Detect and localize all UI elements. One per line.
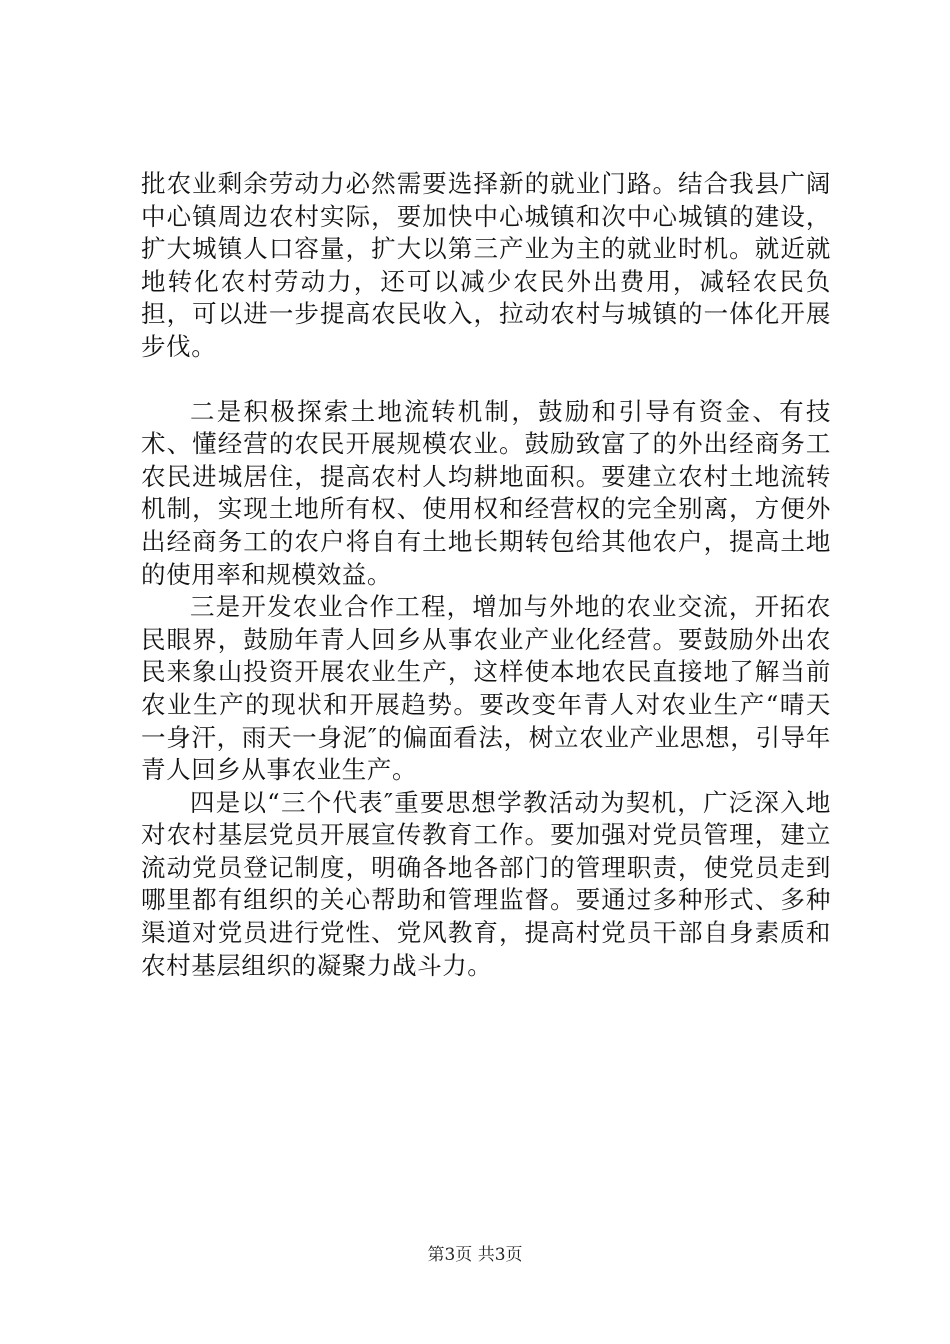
paragraph-gap (141, 364, 831, 396)
paragraph-party-education: 四是以“三个代表″重要思想学教活动为契机，广泛深入地对农村基层党员开展宣传教育工作。要加强对党员管理，建立流动党员登记制度，明确各地各部门的管理职责，使党员走到哪里都有组织的关心帮助和管理监督。要通过多种形式、多种渠道对党员进行党性、党风教育，提高村党员干部自身素质和农村基层组织的凝聚力战斗力。 (141, 787, 831, 980)
paragraph-land-transfer: 二是积极探索土地流转机制，鼓励和引导有资金、有技术、懂经营的农民开展规模农业。鼓励致富了的外出经商务工农民进城居住，提高农村人均耕地面积。要建立农村土地流转机制，实现土地所有权、使用权和经营权的完全别离，方便外出经商务工的农户将自有土地长期转包给其他农户，提高土地的使用率和规模效益。 (141, 396, 831, 589)
paragraph-continuation: 批农业剩余劳动力必然需要选择新的就业门路。结合我县广阔中心镇周边农村实际，要加快中心城镇和次中心城镇的建设，扩大城镇人口容量，扩大以第三产业为主的就业时机。就近就地转化农村劳动力，还可以减少农民外出费用，减轻农民负担，可以进一步提高农民收入，拉动农村与城镇的一体化开展步伐。 (141, 169, 831, 361)
paragraph-agri-cooperation: 三是开发农业合作工程，增加与外地的农业交流，开拓农民眼界，鼓励年青人回乡从事农业产业化经营。要鼓励外出农民来象山投资开展农业生产，这样使本地农民直接地了解当前农业生产的现状和开展趋势。要改变年青人对农业生产“晴天一身汗，雨天一身泥″的偏面看法，树立农业产业思想，引导年青人回乡从事农业生产。 (141, 592, 831, 785)
document-body (141, 168, 831, 982)
page-number-footer: 第3页 共3页 (427, 1245, 523, 1265)
